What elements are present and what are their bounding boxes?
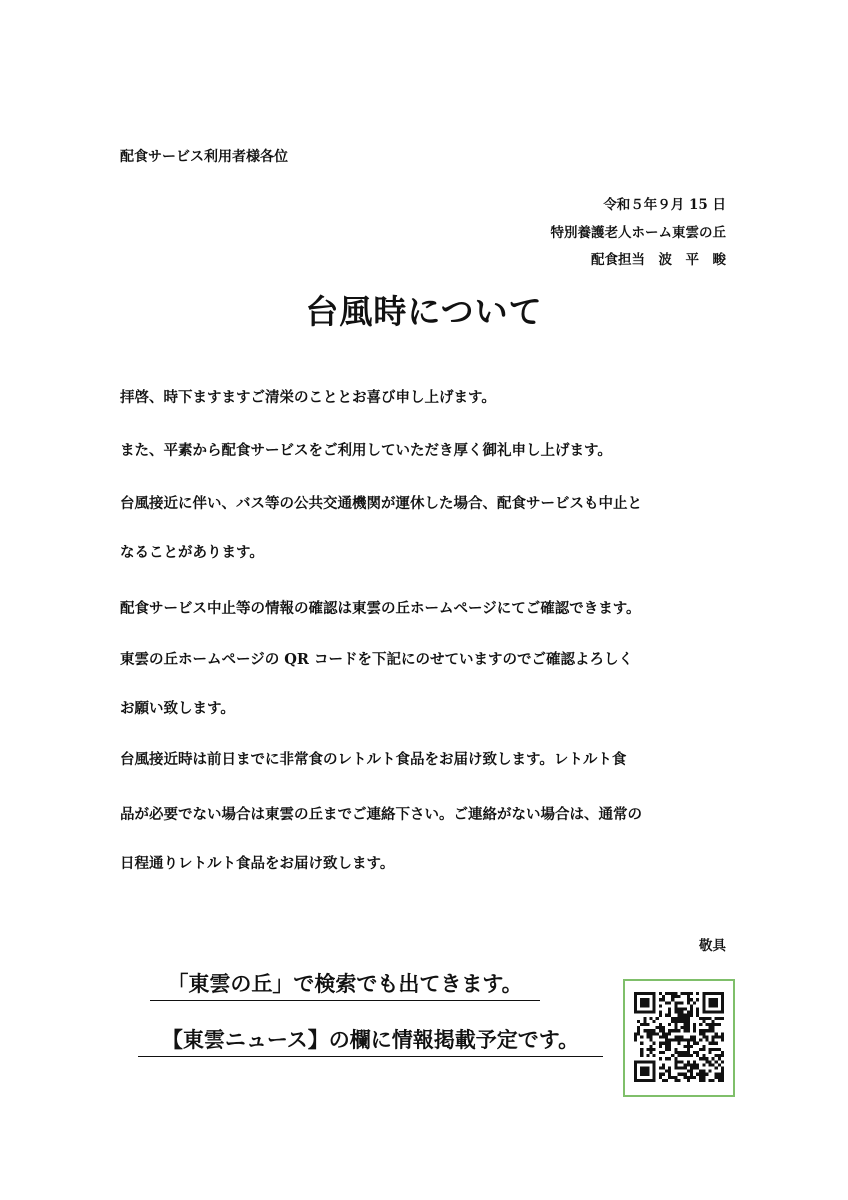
document-title: 台風時について — [305, 292, 543, 331]
news-notice: 【東雲ニュース】の欄に情報掲載予定です。 — [138, 1024, 603, 1057]
closing-remark: 敬具 — [699, 938, 726, 954]
body-line: 台風接近に伴い、バス等の公共交通機関が運休した場合、配食サービスも中止と — [120, 495, 642, 512]
body-line: また、平素から配食サービスをご利用していただき厚く御礼申し上げます。 — [120, 442, 612, 459]
body-line: 東雲の丘ホームページの QR コードを下記にのせていますのでご確認よろしく — [120, 651, 633, 668]
search-notice: 「東雲の丘」で検索でも出てきます。 — [150, 968, 540, 1001]
body-line: お願い致します。 — [120, 700, 235, 717]
body-line: 配食サービス中止等の情報の確認は東雲の丘ホームページにてご確認できます。 — [120, 600, 641, 617]
addressee: 配食サービス利用者様各位 — [120, 149, 288, 165]
qr-code-frame — [623, 979, 735, 1097]
letter-date: 令和５年９月 15 日 — [603, 197, 726, 213]
body-line: なることがあります。 — [120, 544, 264, 561]
sender-staff: 配食担当 波 平 畯 — [591, 252, 726, 268]
qr-code-icon[interactable] — [634, 992, 724, 1082]
sender-organization: 特別養護老人ホーム東雲の丘 — [550, 225, 726, 241]
body-line: 日程通りレトルト食品をお届け致します。 — [120, 855, 395, 872]
body-line: 台風接近時は前日までに非常食のレトルト食品をお届け致します。レトルト食 — [120, 751, 627, 768]
body-line: 品が必要でない場合は東雲の丘までご連絡下さい。ご連絡がない場合は、通常の — [120, 806, 642, 823]
body-line: 拝啓、時下ますますご清栄のこととお喜び申し上げます。 — [120, 389, 496, 406]
